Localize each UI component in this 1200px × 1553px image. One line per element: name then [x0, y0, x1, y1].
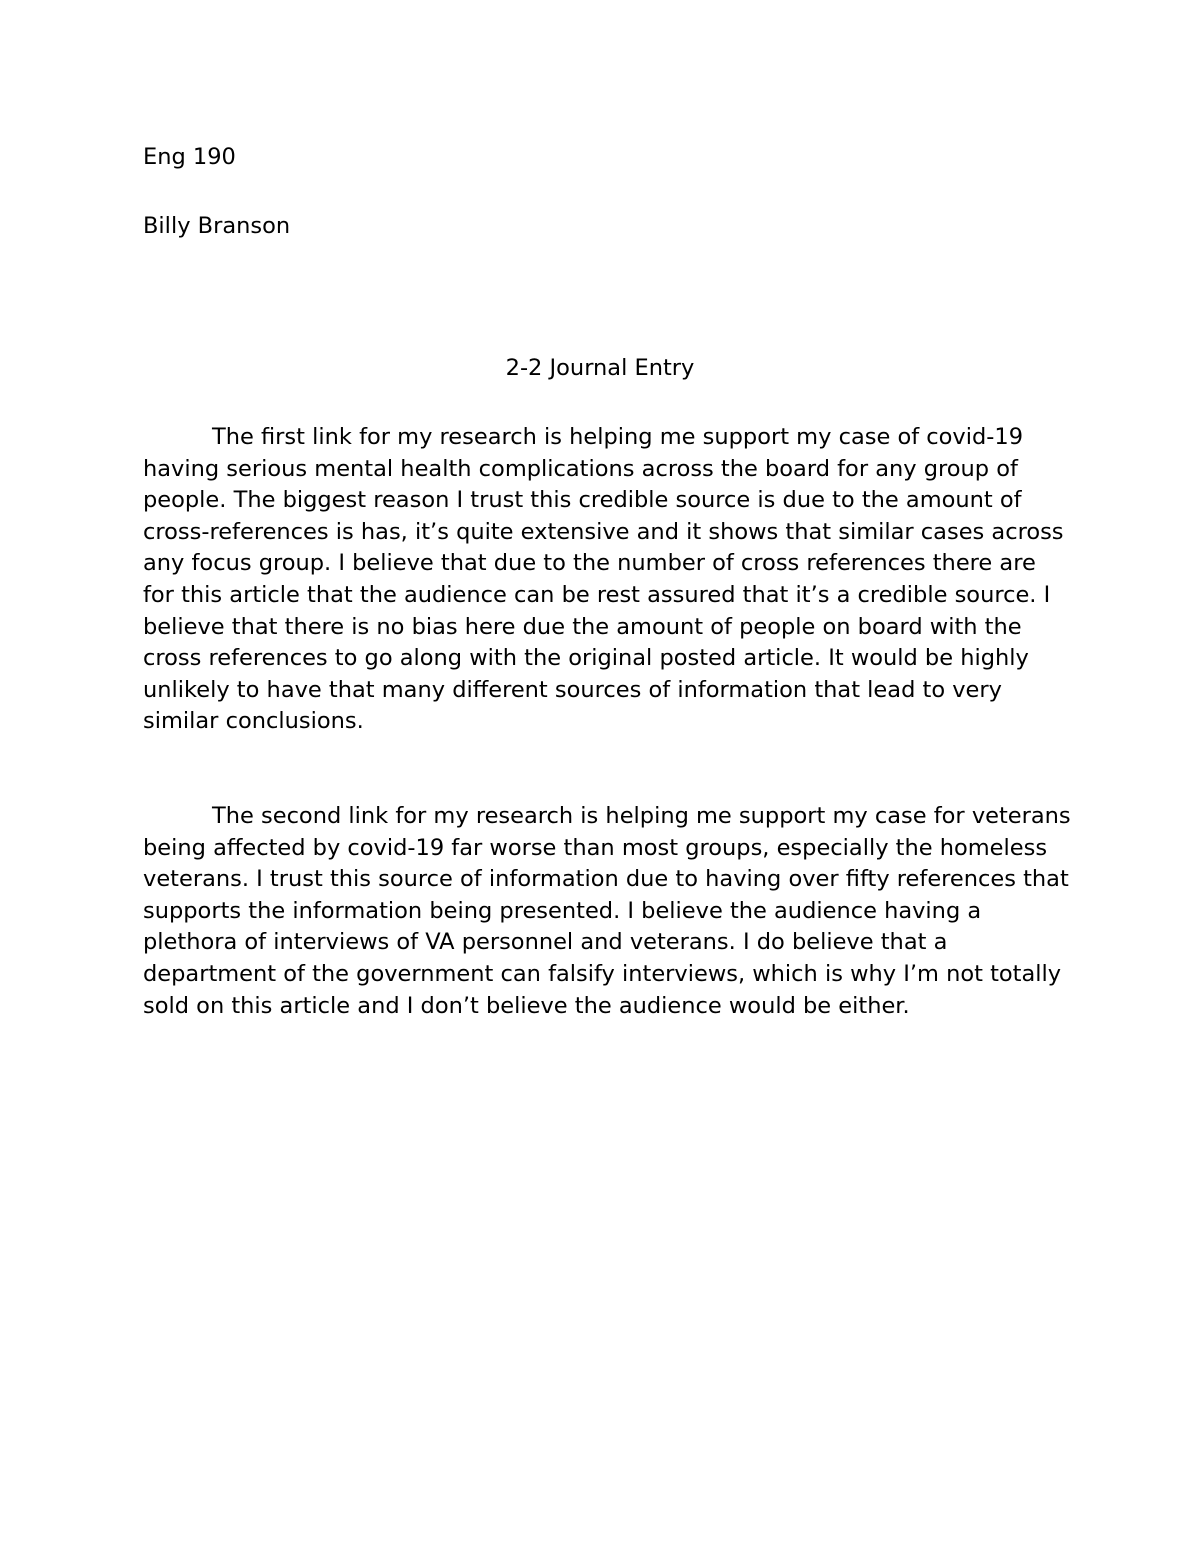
body-paragraph-1: The first link for my research is helping me support my case of covid-19 having serious mental health complications across the board for any group of people. The biggest reason I trust this credible source is due to the amount of cross-references is has, it’s quite extensive and it shows that similar cases across any focus group. I believe that due to the number of cross references there are for this article that the audience can be rest assured that it’s a credible source. I believe that there is no bias here due the amount of people on board with the cross references to go along with the original posted article. It would be highly unlikely to have that many different sources of information that lead to very similar conclusions.	[143, 424, 1064, 735]
author-name: Billy Branson	[143, 213, 291, 239]
document-title: 2-2 Journal Entry	[505, 355, 695, 381]
body-paragraph-2: The second link for my research is helping me support my case for veterans being affected by covid-19 far worse than most groups, especially the homeless veterans. I trust this source of information due to having over fifty references that supports the information being presented. I believe the audience having a plethora of interviews of VA personnel and veterans. I do believe that a department of the government can falsify interviews, which is why I’m not totally sold on this article and I don’t believe the audience would be either.	[143, 803, 1071, 1019]
course-name: Eng 190	[143, 144, 236, 170]
